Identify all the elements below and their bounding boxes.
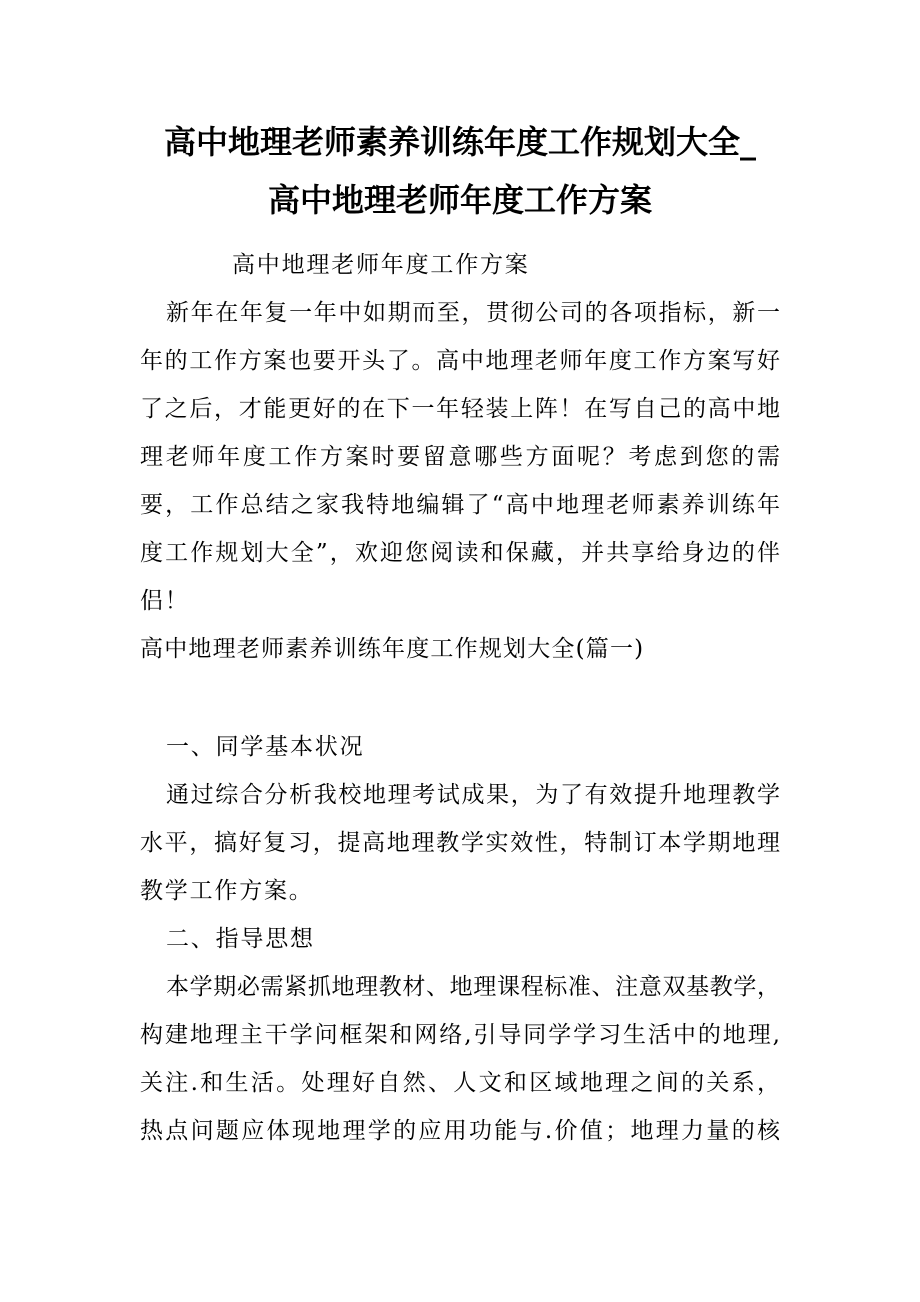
intro-line: 要，工作总结之家我特地编辑了“高中地理老师素养训练年 bbox=[140, 492, 780, 518]
intro-line: 侣！ bbox=[140, 588, 190, 614]
chapter-heading: 高中地理老师素养训练年度工作规划大全(篇一) bbox=[140, 636, 645, 662]
section-1-line: 教学工作方案。 bbox=[140, 878, 314, 904]
section-1-line: 水平，搞好复习，提高地理教学实效性，特制订本学期地理 bbox=[140, 830, 780, 856]
intro-line: 理老师年度工作方案时要留意哪些方面呢？考虑到您的需 bbox=[140, 444, 780, 470]
document-subtitle: 高中地理老师年度工作方案 bbox=[232, 252, 530, 278]
section-1-line: 通过综合分析我校地理考试成果，为了有效提升地理教学 bbox=[166, 782, 780, 808]
section-2-heading: 二、指导思想 bbox=[166, 926, 315, 952]
section-1-heading: 一、同学基本状况 bbox=[166, 734, 365, 760]
section-2-line: 本学期必需紧抓地理教材、地理课程标准、注意双基教学， bbox=[166, 974, 780, 1000]
section-2-line: 构建地理主干学问框架和网络,引导同学学习生活中的地理, bbox=[140, 1022, 780, 1048]
intro-line: 年的工作方案也要开头了。高中地理老师年度工作方案写好 bbox=[140, 348, 780, 374]
intro-line: 新年在年复一年中如期而至，贯彻公司的各项指标，新一 bbox=[166, 300, 780, 326]
document-title-line-2: 高中地理老师年度工作方案 bbox=[267, 181, 652, 219]
section-2-line: 关注.和生活。处理好自然、人文和区域地理之间的关系， bbox=[140, 1070, 780, 1096]
intro-line: 度工作规划大全”，欢迎您阅读和保藏，并共享给身边的伴 bbox=[140, 540, 780, 566]
document-title-line-1: 高中地理老师素养训练年度工作规划大全_ bbox=[163, 123, 756, 161]
section-2-line: 热点问题应体现地理学的应用功能与.价值；地理力量的核 bbox=[140, 1118, 780, 1144]
intro-line: 了之后，才能更好的在下一年轻装上阵！在写自己的高中地 bbox=[140, 396, 780, 422]
